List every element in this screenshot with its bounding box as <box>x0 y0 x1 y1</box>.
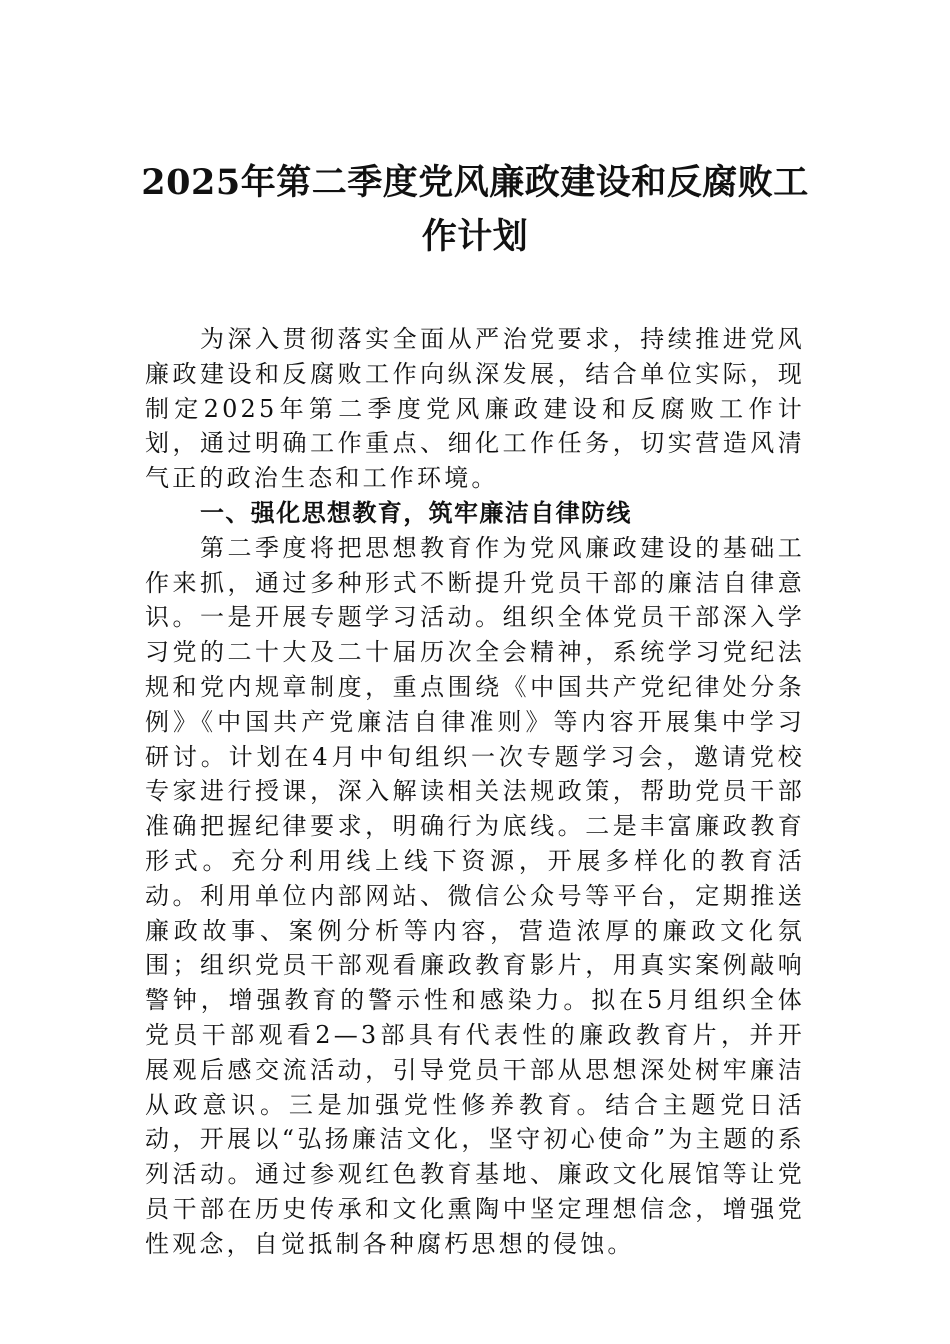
document-body <box>145 322 805 1262</box>
section-heading: 一、强化思想教育，筑牢廉洁自律防线 <box>200 498 632 527</box>
document-title <box>120 156 830 264</box>
title-line-2: 作计划 <box>421 216 529 257</box>
section-paragraph: 第二季度将把思想教育作为党风廉政建设的基础工作来抓，通过多种形式不断提升党员干部的廉洁自律意识。一是开展专题学习活动。组织全体党员干部深入学习党的二十大及二十届历次全会精神，系统学习党纪法规和党内规章制度，重点围绕《中国共产党纪律处分条例》《中国共产党廉洁自律准则》等内容开展集中学习研讨。计划在4月中旬组织一次专题学习会，邀请党校专家进行授课，深入解读相关法规政策，帮助党员干部准确把握纪律要求，明确行为底线。二是丰富廉政教育形式。充分利用线上线下资源，开展多样化的教育活动。利用单位内部网站、微信公众号等平台，定期推送廉政故事、案例分析等内容，营造浓厚的廉政文化氛围；组织党员干部观看廉政教育影片，用真实案例敲响警钟，增强教育的警示性和感染力。拟在5月组织全体党员干部观看2—3部具有代表性的廉政教育片，并开展观后感交流活动，引导党员干部从思想深处树牢廉洁从政意识。三是加强党性修养教育。结合主题党日活动，开展以“弘扬廉洁文化，坚守初心使命”为主题的系列活动。通过参观红色教育基地、廉政文化展馆等让党员干部在历史传承和文化熏陶中坚定理想信念，增强党性观念，自觉抵制各种腐朽思想的侵蚀。 <box>145 533 805 1258</box>
title-line-1: 2025年第二季度党风廉政建设和反腐败工 <box>141 162 809 203</box>
intro-paragraph: 为深入贯彻落实全面从严治党要求，持续推进党风廉政建设和反腐败工作向纵深发展，结合单位实际，现制定2025年第二季度党风廉政建设和反腐败工作计划，通过明确工作重点、细化工作任务，切实营造风清气正的政治生态和工作环境。 <box>145 325 805 493</box>
